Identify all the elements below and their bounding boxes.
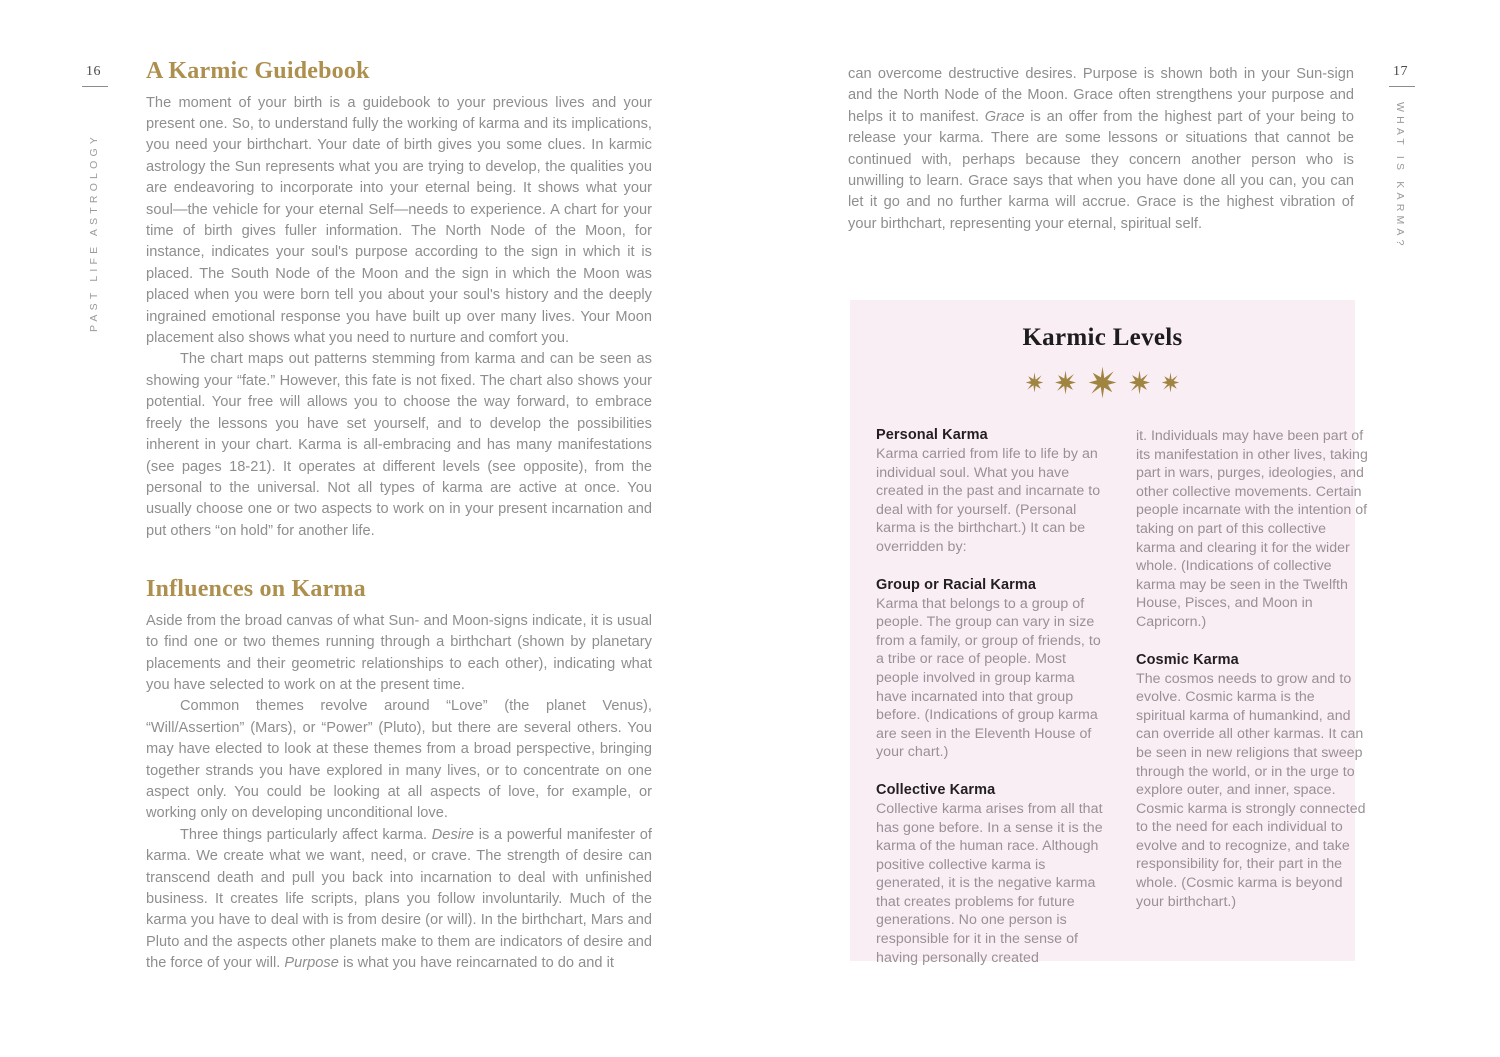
- karmic-levels-panel: [850, 300, 1368, 966]
- left-folio-rule: [82, 86, 108, 87]
- grace-text-after: is an offer from the highest part of your being to release your karma. There are some lessons or situations that cannot be continued with, perhaps because they concern another person who is unwilling to learn. Grace says that when you have done all you can, you can let it go and no further karma will accrue. Grace is the highest vibration of your birthchart, representing your eternal, spiritual self.: [848, 108, 1354, 232]
- entry-cosmic-karma: [1136, 652, 1368, 912]
- desire-text-after: is what you have reincarnated to do and it: [338, 955, 614, 972]
- entry-title-personal-karma: Personal Karma: [876, 427, 988, 443]
- section-title-karmic-guidebook: A Karmic Guidebook: [146, 58, 370, 84]
- entry-title-group-or-racial-karma: Group or Racial Karma: [876, 576, 1037, 593]
- desire-text-before: Three things particularly affect karma.: [180, 826, 432, 843]
- entry-group-or-racial-karma: [876, 577, 1108, 762]
- entry-body-group-or-racial-karma: Karma that belongs to a group of people. The group can vary in size from a family, or group of friends, to a tribe or race of people. Most people involved in group karma have incarnated into that group before. (Indications of group karma are seen in the Eleventh House of your chart.): [876, 595, 1101, 761]
- paragraph-influences-2: Common themes revolve around “Love” (the planet Venus), “Will/Assertion” (Mars), or “Power” (Pluto), but there are several others. You may have elected to look at these themes from a broad perspective, bringing together strands you have explored in many lives, or to concentrate on one aspect only. You could be looking at all aspects of love, for example, or working only on developing unconditional love.: [146, 698, 652, 822]
- grace-text-before: can overcome destructive desires. Purpose is shown both in your Sun-sign and the North Node of the Moon. Grace often strengthens your purpose and helps it to manifest.: [848, 66, 1354, 125]
- paragraph-guidebook-1: The moment of your birth is a guidebook to your previous lives and your present one. So, to understand fully the working of karma and its implications, you need your birthchart. Your date of birth gives you some clues. In karmic astrology the Sun represents what you are trying to develop, the qualities you are endeavoring to incorporate into your eternal being. It shows what your soul—the vehicle for your eternal Self—needs to experience. A chart for your time of birth gives fuller information. The North Node of the Moon, for instance, indicates your soul's purpose according to the sign in which it is placed. The South Node of the Moon and the sign in which the Moon was placed when you were born tell you about your soul's history and the deeply ingrained emotional response you have built up over many lives. Your Moon placement also shows what you need to nurture and comfort you.: [146, 94, 652, 347]
- paragraph-influences-1: Aside from the broad canvas of what Sun- and Moon-signs indicate, it is usual to find one or two themes running through a birthchart (shown by planetary placements and their geometric relationships to each other), indicating what you have selected to work on at the present time.: [146, 612, 652, 693]
- eight-point-star-icon: [1160, 372, 1181, 393]
- entry-body-collective-karma: Collective karma arises from all that has gone before. In a sense it is the karma of the human race. Although positive collective karma is generated, it is the negative karma that creates problems for future generations. No one person is responsible for it in the sense of having personally created: [876, 800, 1103, 966]
- entry-title-collective-karma: Collective Karma: [876, 781, 996, 798]
- star-ornament-row: [850, 366, 1355, 399]
- eight-point-star-icon: [1127, 370, 1152, 395]
- entry-personal-karma: [876, 427, 1108, 557]
- eight-point-star-icon: [1024, 372, 1045, 393]
- panel-left-column: [876, 427, 1108, 967]
- right-page-number: 17: [1393, 64, 1408, 79]
- entry-body-collective-karma-continued: it. Individuals may have been part of its manifestation in other lives, taking part in wars, purges, ideologies, and other collective movements. Certain people incarnate with the intention of taking on part of this collective karma and clearing it for the wider whole. (Indications of collective karma may be seen in the Twelfth House, Pisces, and Moon in Capricorn.): [1136, 428, 1368, 630]
- panel-title: Karmic Levels: [1022, 324, 1183, 351]
- entry-body-cosmic-karma: The cosmos needs to grow and to evolve. Cosmic karma is the spiritual karma of humankind, and can override all other karmas. It can be seen in new religions that sweep through the world, or in the urge to explore outer, and inner, space. Cosmic karma is strongly connected to the need for each individual to evolve and to recognize, and take responsibility for, their part in the whole. (Cosmic karma is beyond your birthchart.): [1136, 670, 1366, 910]
- left-text-column: [146, 58, 652, 975]
- paragraph-desire-purpose: [146, 825, 652, 975]
- grace-italic: Grace: [984, 108, 1025, 125]
- eight-point-star-icon: [1053, 370, 1078, 395]
- paragraph-continued-grace: [848, 64, 1354, 235]
- desire-italic: Desire: [431, 826, 475, 843]
- panel-right-column: [1136, 427, 1368, 967]
- section-title-influences-on-karma: Influences on Karma: [146, 576, 366, 603]
- desire-text-middle: is a powerful manifester of karma. We create what we want, need, or crave. The strength of desire can transcend death and pull you back into incarnation to deal with unfinished business. It creates life scripts, plans you follow involuntarily. Much of the karma you have to deal with is from desire (or will). In the birthchart, Mars and Pluto and the aspects other planets make to them are indicators of desire and the force of your will.: [146, 826, 653, 972]
- left-page-number: 16: [86, 64, 101, 79]
- left-running-head: PAST LIFE ASTROLOGY: [88, 132, 100, 332]
- entry-title-cosmic-karma: Cosmic Karma: [1136, 651, 1239, 668]
- right-folio-rule: [1389, 86, 1415, 87]
- right-running-head: WHAT IS KARMA?: [1394, 102, 1406, 250]
- entry-body-personal-karma: Karma carried from life to life by an individual soul. What you have created in the past and incarnate to deal with for yourself. (Personal karma is the birthchart.) It can be overridden by:: [876, 446, 1101, 555]
- panel-columns: [850, 399, 1368, 967]
- entry-collective-karma: [876, 782, 1108, 967]
- paragraph-guidebook-2: The chart maps out patterns stemming from karma and can be seen as showing your “fate.” However, this fate is not fixed. The chart also shows your potential. Your free will allows you to choose the way forward, to embrace freely the lessons you have set yourself, and to develop the possibilities inherent in your chart. Karma is all-embracing and has many manifestations (see pages 18-21). It operates at different levels (see opposite), from the personal to the universal. Not all types of karma are active at once. You usually choose one or two aspects to work on in your present incarnation and put others “on hold” for another life.: [146, 351, 652, 539]
- right-text-column: [848, 64, 1354, 235]
- eight-point-star-icon: [1086, 366, 1119, 399]
- purpose-italic: Purpose: [284, 955, 339, 972]
